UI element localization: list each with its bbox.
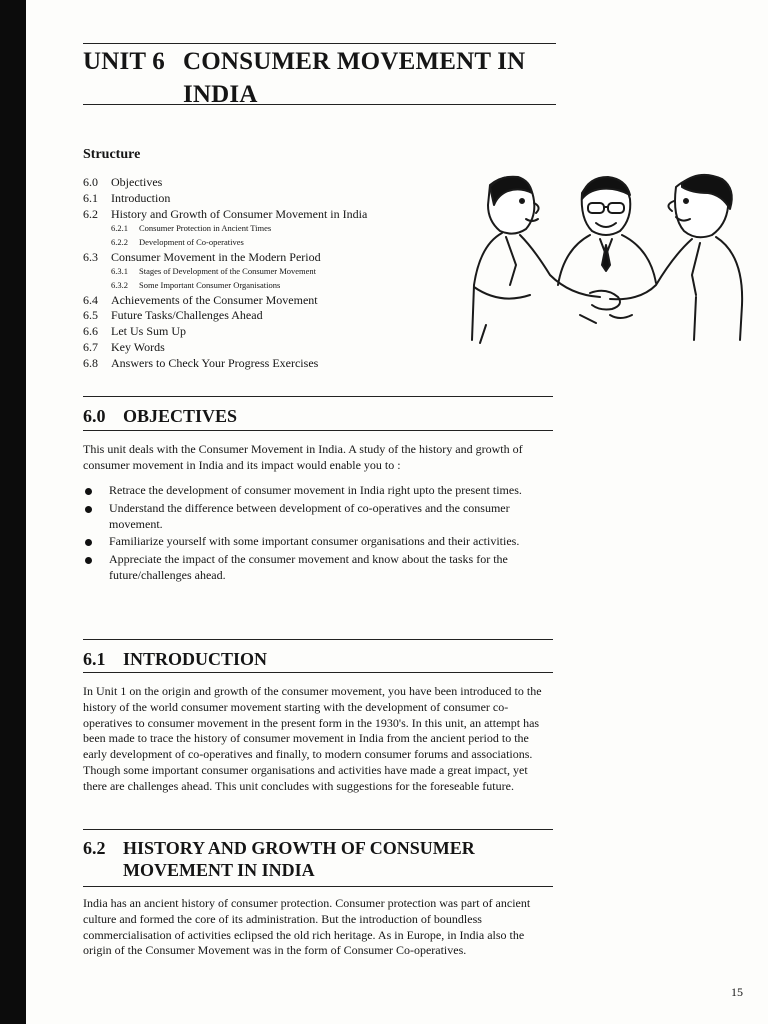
history-bottom-rule	[83, 886, 553, 887]
structure-item-label: History and Growth of Consumer Movement in India	[111, 206, 368, 221]
objectives-top-rule	[83, 396, 553, 397]
structure-item-number: 6.3.1	[111, 266, 128, 277]
introduction-heading	[83, 648, 267, 670]
structure-item-label: Stages of Development of the Consumer Movement	[139, 266, 317, 277]
introduction-top-rule	[83, 639, 553, 640]
objectives-heading	[83, 405, 237, 427]
unit-title-line2: INDIA	[183, 81, 258, 108]
structure-item-label: Let Us Sum Up	[111, 324, 186, 339]
title-bottom-rule	[83, 104, 556, 105]
structure-item-number: 6.1	[83, 190, 98, 205]
objective-bullet-text: Understand the difference between development of co-operatives and the consumer movement.	[109, 500, 510, 531]
history-top-rule	[83, 829, 553, 830]
objective-bullet-text: Retrace the development of consumer movement in India right upto the present times.	[109, 483, 522, 497]
structure-item-label: Answers to Check Your Progress Exercises	[111, 355, 319, 370]
structure-item-number: 6.2.2	[111, 236, 128, 247]
objectives-bottom-rule	[83, 430, 553, 431]
structure-item	[83, 175, 453, 191]
history-paragraph: India has an ancient history of consumer protection. Consumer protection was part of ancient culture and formed the core of its administration. But the introduction of boundless commercialisation of activities eclipsed the old rich heritage. As in Europe, in India also the origin of the Consumer Movement was in the form of Consumer Co-operatives.	[83, 896, 531, 958]
structure-item-number: 6.0	[83, 175, 98, 189]
history-heading	[83, 837, 475, 881]
handshake-illustration	[460, 165, 750, 350]
structure-item-number: 6.5	[83, 308, 98, 323]
structure-subitem	[83, 265, 453, 279]
bullet-dot-icon	[85, 488, 92, 495]
structure-item-label: Consumer Protection in Ancient Times	[139, 223, 272, 234]
title-top-rule	[83, 43, 556, 44]
structure-item	[83, 250, 453, 266]
structure-item	[83, 191, 453, 207]
history-heading-title-line1: HISTORY AND GROWTH OF CONSUMER	[123, 838, 475, 858]
structure-item-label: Some Important Consumer Organisations	[139, 279, 281, 290]
introduction-paragraph: In Unit 1 on the origin and growth of the consumer movement, you have been introduced to the history of the world consumer movement starting with the development of consumer co-operatives to consumer movement in the present form in the 1930's. In this unit, an attempt has been made to trace the history of consumer movement in India from the ancient period to the early development of co-operatives and finally, to modern consumer forums and associations. Though some important consumer organisations and activities have made a great impact, yet there are challenges ahead. This unit concludes with suggestions for the foreseable future.	[83, 684, 542, 793]
structure-item	[83, 207, 453, 223]
objective-bullet-text: Familiarize yourself with some important consumer organisations and their activities.	[109, 534, 520, 549]
objective-bullet	[83, 552, 553, 584]
objectives-heading-number: 6.0	[83, 406, 106, 426]
structure-item-label: Development of Co-operatives	[139, 236, 244, 247]
structure-item-number: 6.4	[83, 292, 98, 307]
structure-item-number: 6.2	[83, 206, 98, 221]
introduction-bottom-rule	[83, 672, 553, 673]
structure-item-label: Future Tasks/Challenges Ahead	[111, 308, 263, 323]
structure-item-label: Objectives	[111, 175, 163, 189]
middle-man-figure	[558, 177, 656, 285]
page-binding-edge	[0, 0, 26, 1024]
structure-subitem	[83, 236, 453, 250]
objective-bullet	[83, 534, 553, 550]
structure-item	[83, 340, 453, 356]
structure-list	[83, 175, 453, 372]
page-number: 15	[731, 985, 743, 999]
structure-heading: Structure	[83, 147, 141, 162]
structure-item-number: 6.3.2	[111, 279, 128, 290]
unit-number: UNIT 6	[83, 48, 166, 75]
structure-item	[83, 356, 453, 372]
structure-item-label: Introduction	[111, 190, 171, 205]
structure-subitem	[83, 222, 453, 236]
structure-item	[83, 308, 453, 324]
bullet-dot-icon	[85, 557, 92, 564]
objective-bullet	[83, 501, 553, 533]
objective-bullet	[83, 483, 553, 499]
structure-item-label: Achievements of the Consumer Movement	[111, 292, 318, 307]
structure-item-number: 6.8	[83, 355, 98, 370]
structure-item-label: Key Words	[111, 339, 165, 354]
unit-title	[83, 45, 563, 111]
objectives-intro: This unit deals with the Consumer Movement in India. A study of the history and growth of consumer movement in India and its impact would enable you to :	[83, 442, 523, 472]
structure-item-number: 6.7	[83, 339, 98, 354]
bullet-dot-icon	[85, 506, 92, 513]
objectives-bullet-list	[83, 483, 553, 586]
history-heading-number: 6.2	[83, 838, 106, 858]
structure-item-number: 6.6	[83, 324, 98, 339]
structure-item-number: 6.3	[83, 249, 98, 264]
structure-item	[83, 293, 453, 309]
structure-subitem	[83, 279, 453, 293]
objectives-heading-title: OBJECTIVES	[123, 406, 238, 426]
structure-item-label: Consumer Movement in the Modern Period	[111, 249, 321, 264]
history-heading-title-line2: MOVEMENT IN INDIA	[123, 860, 315, 880]
bullet-dot-icon	[85, 539, 92, 546]
structure-item-number: 6.2.1	[111, 223, 128, 234]
objective-bullet-text: Appreciate the impact of the consumer movement and know about the tasks for the future/challenges ahead.	[109, 552, 508, 582]
introduction-heading-title: INTRODUCTION	[123, 649, 268, 669]
structure-item	[83, 324, 453, 340]
unit-title-line1: CONSUMER MOVEMENT IN	[183, 48, 526, 75]
introduction-heading-number: 6.1	[83, 649, 106, 669]
